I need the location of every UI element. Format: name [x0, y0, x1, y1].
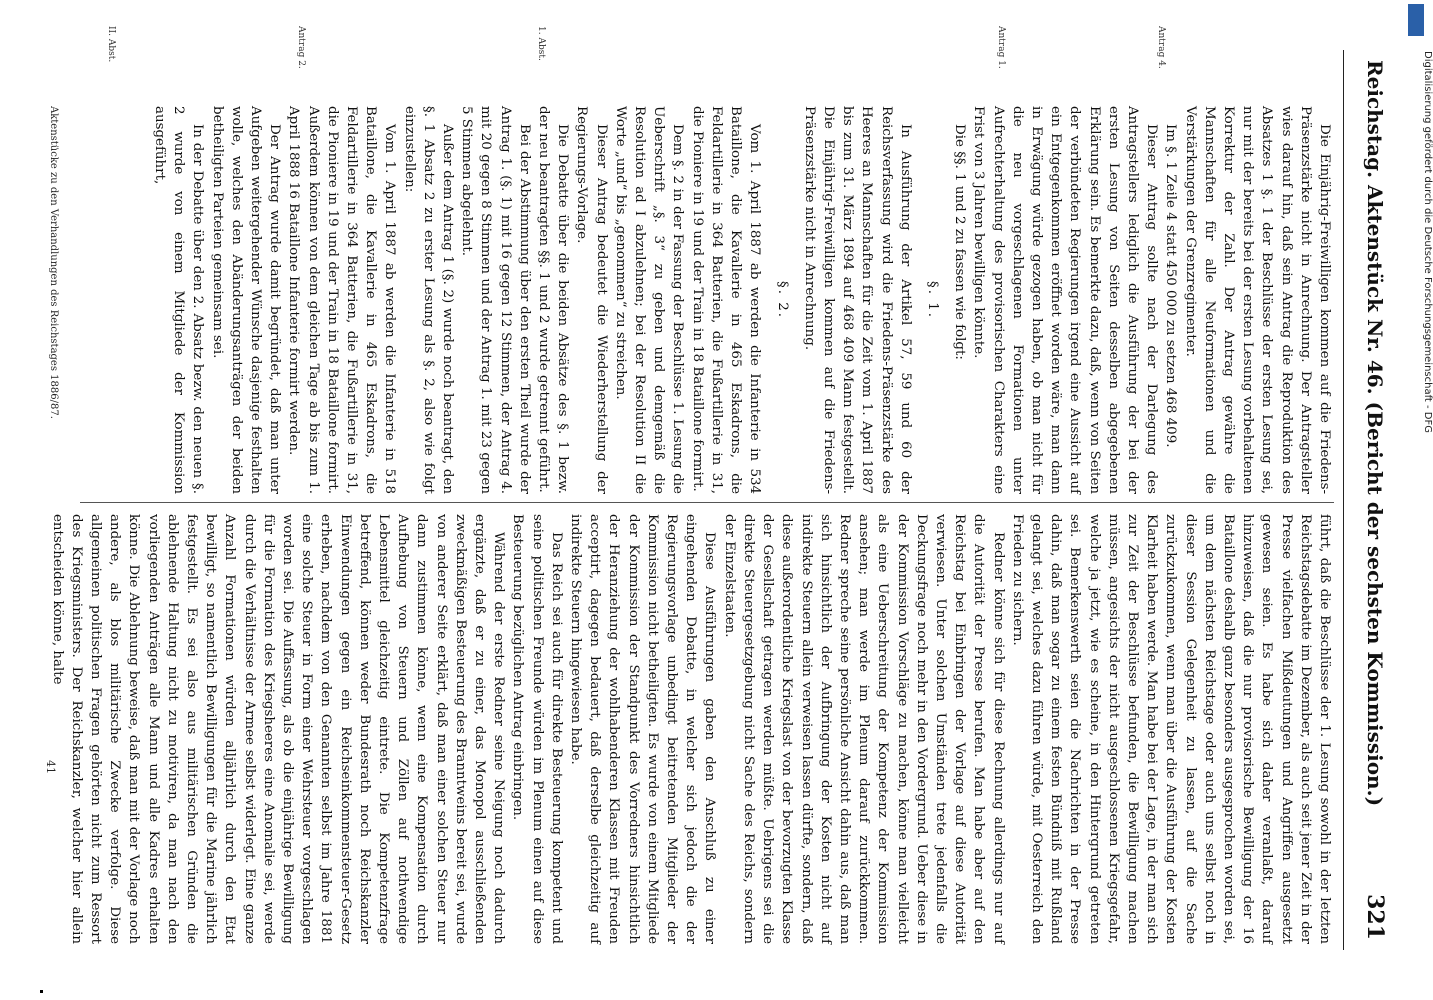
paragraph: Redner könne sich für diese Rechnung allerdings nur auf die Autorität der Presse berufen. Man habe aber auf den Reichstag bei Einbringen der Vorlage auf diese Autorität verwiesen. Unter solchen Umständen trete jedenfalls die Deckungsfrage noch mehr in den Vordergrund. Ueber diese in der Kommission Vorschläge zu machen, könne man vielleicht als eine Ueberschreitung der Kompetenz der Kommission ansehen; man werde im Plenum darauf zurückkommen. Redner spreche seine persönliche Ansicht dahin aus, daß man sich hinsichtlich der Aufbringung der Kosten nicht auf indirekte Steuern allein verweisen lassen dürfte, sondern, daß diese außerordentliche Kriegslast von der bevorzugten Klasse der Gesellschaft getragen werden müßte. Uebrigens sei die direkte Steuergesetzgebung nicht Sache des Reichs, sondern der Einzelstaaten. [721, 514, 1006, 944]
section-heading: §. 1. [924, 281, 940, 319]
paragraph: Bei der Abstimmung über den ersten Theil wurde der Antrag 1. (§. 1) mit 16 gegen 12 Stimmen, der Antrag 4. mit 20 gegen 8 Stimmen und der Antrag 1. mit 23 gegen 5 Stimmen abgelehnt. [459, 106, 532, 494]
paragraph: Dieser Antrag bedeutet die Wiederherstellung der Regierungs-Vorlage. [574, 106, 609, 494]
running-header [1348, 60, 1388, 940]
paragraph: Der Antrag wurde damit begründet, daß man unter Aufgeben weitergehender Wünsche dasjenige festhalten wolle, welches den Abänderungsanträgen der beiden betheiligten Parteien gemeinsam sei. [209, 106, 283, 494]
paragraph: Außer dem Antrag 1 (§. 2) wurde noch beantragt, den §. 1 Absatz 2 zu erster Lesung als §. 2, also wie folgt einzustellen: [401, 106, 456, 494]
page-number: 321 [1362, 894, 1388, 940]
column-divider [80, 502, 1334, 503]
paragraph: Vom 1. April 1887 ab werden die Infanterie in 534 Bataillone, die Kavallerie in 465 Eskadrons, die Feldartillerie in 364 Batterien, die Fußartillerie in 31, die Pioniere in 19 und der Train in 18 Bataillone formirt. [689, 106, 763, 494]
paragraph: Das Reich sei auch für direkte Besteuerung kompetent und seine politischen Freunde würden im Plenum einen auf diese Besteuerung bezüglichen Antrag einbringen. [510, 514, 564, 944]
digitization-note: Digitalisierung gefördert durch die Deutsche Forschungsgemeinschaft - DFG [1422, 51, 1433, 434]
margin-note: II. Abst. [106, 26, 116, 63]
footnote: Aktenstücke zu den Verhandlungen des Reichstages 1886/87. [48, 106, 59, 419]
paragraph: Im §. 1 Zeile 4 statt 450 000 zu setzen 468 409. [1163, 124, 1179, 448]
margin-note: Antrag 1. [996, 26, 1006, 69]
digitization-strip [1402, 0, 1432, 1000]
paragraph: Die Einjährig-Freiwilligen kommen auf die Friedens-Präsenzstärke nicht in Anrechnung. Der Antragsteller wies darauf hin, daß sein Antrag die Reproduktion des Absatzes 1 §. 1 der Beschlüsse der ersten Lesung sei, nur mit der bereits bei der ersten Lesung vorbehaltenen Korrektur der Zahl. Der Antrag gewähre die Mannschaften für alle Neuformationen und die Verstärkungen der Grenzregimenter. [1182, 106, 1332, 494]
paragraph: Vom 1. April 1887 ab werden die Infanterie in 518 Bataillone, die Kavallerie in 465 Eskadrons, die Feldartillerie in 364 Batterien, die Fußartillerie in 31, die Pioniere in 19 und der Train in 18 Bataillone formirt. Außerdem können von dem gleichen Tage ab bis zum 1. April 1888 16 Bataillone Infanterie formirt werden. [286, 106, 398, 494]
paragraph: In der Debatte über den 2. Absatz bezw. den neuen §. 2 wurde von einem Mitgliede der Kommission ausgeführt, [152, 106, 206, 494]
header-title: Reichstag. Aktenstück Nr. 46. (Bericht der sechsten Kommission.) [1363, 60, 1387, 807]
dfg-logo-icon [1408, 4, 1424, 36]
paragraph: Dieser Antrag sollte nach der Darlegung des Antragstellers lediglich die Ausführung der bei der ersten Lesung von Seiten desselben abgegebenen Erklärung sein. Es bemerkte dazu, daß, wenn von Seiten der verbündeten Regierungen irgend eine Aussicht auf ein Entgegenkommen eröffnet worden wäre, man dann in Erwägung würde gezogen haben, ob man nicht für die neu vorgeschlagenen Formationen unter Aufrechterhaltung des provisorischen Charakters eine Frist von 3 Jahren bewilligen könnte. [971, 106, 1160, 494]
digitization-note-wrapper [1408, 40, 1433, 980]
margin-note: Antrag 2. [296, 26, 306, 69]
margin-note: Antrag 4. [1156, 26, 1166, 69]
left-column [80, 106, 1334, 494]
header-rule [1343, 50, 1344, 950]
paragraph: Die Debatte über die beiden Absätze des §. 1 bezw. der neu beantragten §§. 1 und 2 wurde getrennt geführt. [536, 106, 571, 494]
document-page [26, 20, 1406, 980]
section-heading: §. 2. [774, 281, 790, 319]
paragraph: Während der erste Redner seine Neigung noch dadurch ergänzte, daß er zu einer, das Monopol ausschließenden zweckmäßigen Besteuerung des Branntweins bereit sei, wurde von anderer Seite erklärt, daß man einer solchen Steuer nur dann zustimmen könne, wenn eine Kompensation durch Aufhebung von Steuern und Zöllen auf nothwendige Lebensmittel gleichzeitig eintrete. Die Kompetenzfrage betreffend, können weder Bundesrath noch Reichskanzler Einwendungen gegen ein Reichseinkommensteuer-Gesetz erheben, nachdem von den Genannten selbst im Jahre 1881 eine solche Steuer in Form einer Wehrsteuer vorgeschlagen worden sei. Die Auffassung, als ob die einjährige Bewilligung für die Formation des Kriegsheeres eine Anomalie sei, werde durch die Verhältnisse der Armee selbst widerlegt. Eine ganze Anzahl Formationen würden alljährlich durch den Etat bewilligt, so namentlich Bewilligungen für die Marine jährlich festgestellt. Es sei also aus militärischen Gründen die ablehnende Haltung nicht zu motiviren, da man nach den vorliegenden Anträgen alle Mann und alle Kadres erhalten könne. Die Ablehnung beweise, daß man mit der Vorlage noch andere, als blos militärische Zwecke verfolge. Diese allgemeinen politischen Fragen gehörten nicht zum Ressort des Kriegsministers. Der Reichskanzler, welcher hier allein entscheiden könne, halte [49, 514, 507, 944]
paragraph: führt, daß die Beschlüsse der 1. Lesung sowohl in der letzten Reichstagsdebatte im Dezember, als auch seit jener Zeit in der Presse vielfachen Mißdeutungen und Angriffen ausgesetzt gewesen seien. Es habe sich daher veranlaßt, darauf hinzuweisen, daß die nur provisorische Bewilligung der 16 Bataillone deshalb ganz besonders ausgesprochen worden sei, um dem nächsten Reichstage oder auch uns selbst noch in dieser Session Gelegenheit zu lassen, auf die Sache zurückzukommen, wenn man über die Ausführung der Kosten Klarheit haben werde. Man habe bei der Lage, in der man sich zur Zeit der Beschlüsse befunden, die Bewilligung machen müssen, angesichts der nicht ausgeschlossenen Kriegsgefahr, welche ja jetzt, wie es scheine, in den Hintergrund getreten sei. Bemerkenswerth seien die Nachrichten in der Presse dahin, daß man sogar zu einem festen Bündniß mit Rußland gelangt sei, welches dazu führen würde, mit Oesterreich den Frieden zu sichern. [1009, 514, 1332, 944]
paragraph: Die §§. 1 und 2 zu fassen wie folgt: [952, 124, 968, 360]
margin-note: 1. Abst. [536, 26, 546, 61]
folio-number: 41 [44, 760, 57, 774]
paragraph: In Ausführung der Artikel 57, 59 und 60 der Reichsverfassung wird die Friedens-Präsenzstärke des Heeres an Mannschaften für die Zeit vom 1. April 1887 bis zum 31. März 1894 auf 468 409 Mann festgestellt. Die Einjährig-Freiwilligen kommen auf die Friedens-Präsenzstärke nicht in Anrechnung. [801, 106, 913, 494]
paragraph: Dem §. 2 in der Fassung der Beschlüsse 1. Lesung die Ueberschrift „§. 3“ zu geben und demgemäß die Resolution ad I abzulehnen; bei der Resolution II die Worte „und“ bis „genommen“ zu streichen. [612, 106, 686, 494]
paragraph: Diese Ausführungen gaben den Anschluß zu einer eingehenden Debatte, in welcher sich jedoch die der Regierungsvorlage unbedingt beitretenden Mitglieder der Kommission nicht betheiligten. Es wurde von einem Mitgliede der Kommission der Standpunkt des Vorredners hinsichtlich der Heranziehung der wohlhabenderen Klassen mit Freuden acceptirt, dagegen bedauert, daß derselbe gleichzeitig auf indirekte Steuern hingewiesen habe. [568, 514, 718, 944]
scan-speck [40, 990, 43, 993]
